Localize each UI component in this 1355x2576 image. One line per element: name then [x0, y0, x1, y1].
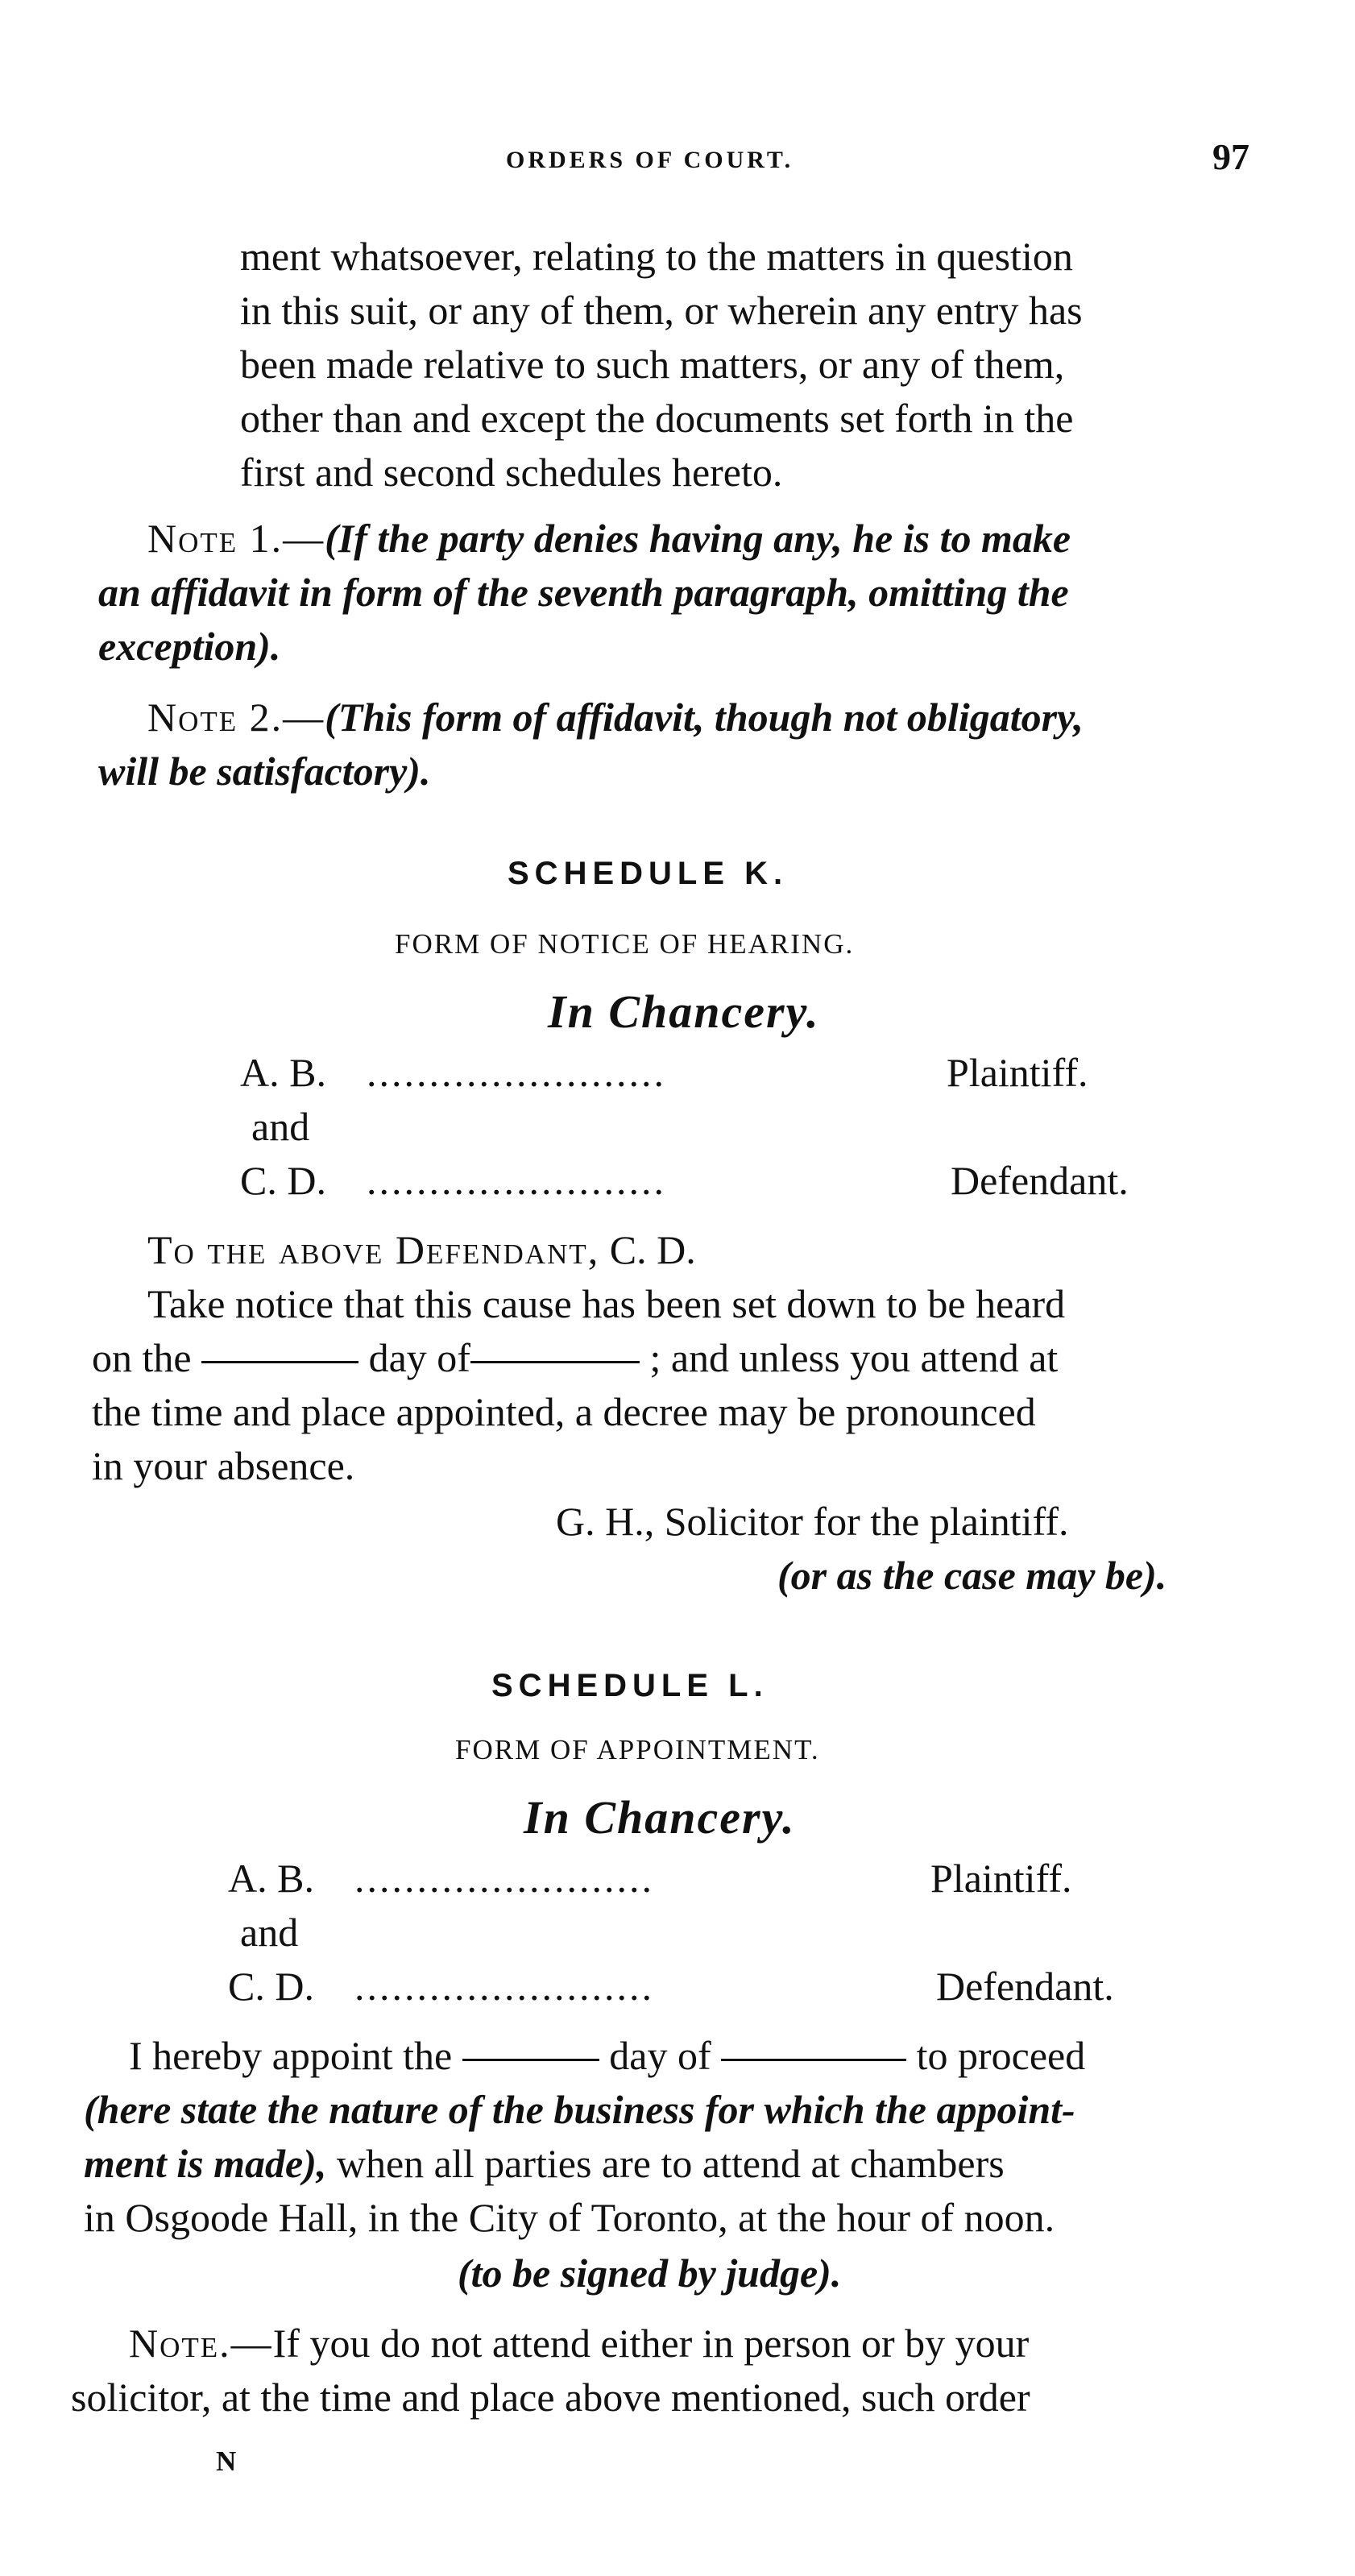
- schedule-l-signed-by-judge: (to be signed by judge).: [458, 2250, 842, 2296]
- schedule-k-defendant-label: Defendant.: [951, 1158, 1129, 1203]
- schedule-k-and: and: [251, 1104, 310, 1149]
- schedule-k-heading: SCHEDULE K.: [508, 856, 789, 891]
- schedule-l-appoint-line-1: [129, 2029, 1085, 2083]
- schedule-k-party-c: C. D.: [240, 1158, 326, 1203]
- schedule-l-plaintiff-label: Plaintiff.: [930, 1856, 1072, 1901]
- schedule-k-on-the: on the: [92, 1335, 192, 1380]
- note-2-line-1: (This form of affidavit, though not obligatory,: [325, 695, 1084, 740]
- schedule-l-appoint-line-4: in Osgoode Hall, in the City of Toronto, at the hour of noon.: [84, 2195, 1055, 2240]
- schedule-l-court-heading: In Chancery.: [524, 1791, 796, 1844]
- schedule-l-heading: SCHEDULE L.: [491, 1668, 769, 1703]
- continuation-line-2: in this suit, or any of them, or wherein any entry has: [240, 288, 1083, 333]
- schedule-l-note-line-1: [129, 2317, 1029, 2371]
- note-1: [147, 512, 1071, 566]
- schedule-k-signature: G. H., Solicitor for the plaintiff.: [556, 1499, 1069, 1544]
- schedule-k-leader-dots-c: ........................: [367, 1158, 666, 1203]
- schedule-l-chambers: when all parties are to attend at chambers: [336, 2141, 1005, 2186]
- schedule-k-notice-line-3: the time and place appointed, a decree may be pronounced: [92, 1389, 1036, 1434]
- schedule-k-notice-line-2: [92, 1331, 1058, 1385]
- schedule-k-party-a: A. B.: [240, 1050, 326, 1095]
- running-header-title: ORDERS OF COURT.: [506, 147, 794, 173]
- schedule-l-party-a: A. B.: [228, 1856, 314, 1901]
- blank-rule: [721, 2059, 906, 2061]
- note-1-line-1: (If the party denies having any, he is to make: [325, 516, 1071, 561]
- schedule-l-appoint-line-2: (here state the nature of the business for which the appoint-: [84, 2087, 1075, 2132]
- schedule-k-day-of: day of: [368, 1335, 470, 1380]
- schedule-k-notice-line-4: in your absence.: [92, 1443, 355, 1488]
- continuation-line-4: other than and except the documents set forth in the: [240, 396, 1074, 441]
- schedule-l-form-title: FORM OF APPOINTMENT.: [455, 1734, 820, 1765]
- note-2-line-2: will be satisfactory).: [98, 749, 431, 794]
- signature-mark: N: [216, 2445, 237, 2477]
- schedule-k-notice-line-1: Take notice that this cause has been set down to be heard: [147, 1281, 1066, 1326]
- schedule-k-unless: ; and unless you attend at: [649, 1335, 1059, 1380]
- schedule-l-note-label: Note.—: [129, 2321, 273, 2366]
- blank-rule: [201, 1361, 358, 1363]
- continuation-line-3: been made relative to such matters, or any of them,: [240, 342, 1065, 387]
- note-1-label: Note 1.—: [147, 516, 325, 561]
- schedule-k-alternative: (or as the case may be).: [777, 1553, 1167, 1598]
- schedule-l-leader-dots-c: ........................: [354, 1964, 654, 2009]
- schedule-l-and: and: [240, 1910, 299, 1955]
- schedule-l-to-proceed: to proceed: [916, 2033, 1086, 2078]
- note-1-line-2: an affidavit in form of the seventh paragraph, omitting the: [98, 570, 1069, 615]
- note-2: [147, 691, 1084, 745]
- schedule-l-appoint-line-3: [84, 2137, 1005, 2191]
- schedule-l-defendant-label: Defendant.: [936, 1964, 1114, 2009]
- schedule-k-plaintiff-label: Plaintiff.: [947, 1050, 1088, 1095]
- schedule-k-addressee: [147, 1223, 696, 1277]
- schedule-l-appoint-text: I hereby appoint the: [129, 2033, 453, 2078]
- continuation-line-5: first and second schedules hereto.: [240, 450, 783, 495]
- schedule-k-addressee-name: C. D.: [609, 1227, 696, 1272]
- note-2-label: Note 2.—: [147, 695, 325, 740]
- schedule-k-leader-dots-a: ........................: [367, 1050, 666, 1095]
- blank-rule: [462, 2059, 599, 2061]
- page-number: 97: [1212, 136, 1249, 177]
- schedule-k-form-title: FORM OF NOTICE OF HEARING.: [395, 928, 855, 960]
- schedule-k-court-heading: In Chancery.: [548, 985, 820, 1038]
- continuation-line-1: ment whatsoever, relating to the matters in question: [240, 234, 1073, 279]
- schedule-l-note-text: If you do not attend either in person or by your: [272, 2321, 1030, 2366]
- blank-rule: [470, 1361, 640, 1363]
- schedule-k-addressee-prefix: To the above Defendant,: [147, 1227, 600, 1272]
- schedule-l-day-of: day of: [609, 2033, 711, 2078]
- schedule-l-leader-dots-a: ........................: [354, 1856, 654, 1901]
- schedule-l-party-c: C. D.: [228, 1964, 314, 2009]
- schedule-l-ment-made: ment is made),: [84, 2141, 327, 2186]
- schedule-l-note-line-2: solicitor, at the time and place above mentioned, such order: [71, 2375, 1030, 2420]
- note-1-line-3: exception).: [98, 624, 281, 669]
